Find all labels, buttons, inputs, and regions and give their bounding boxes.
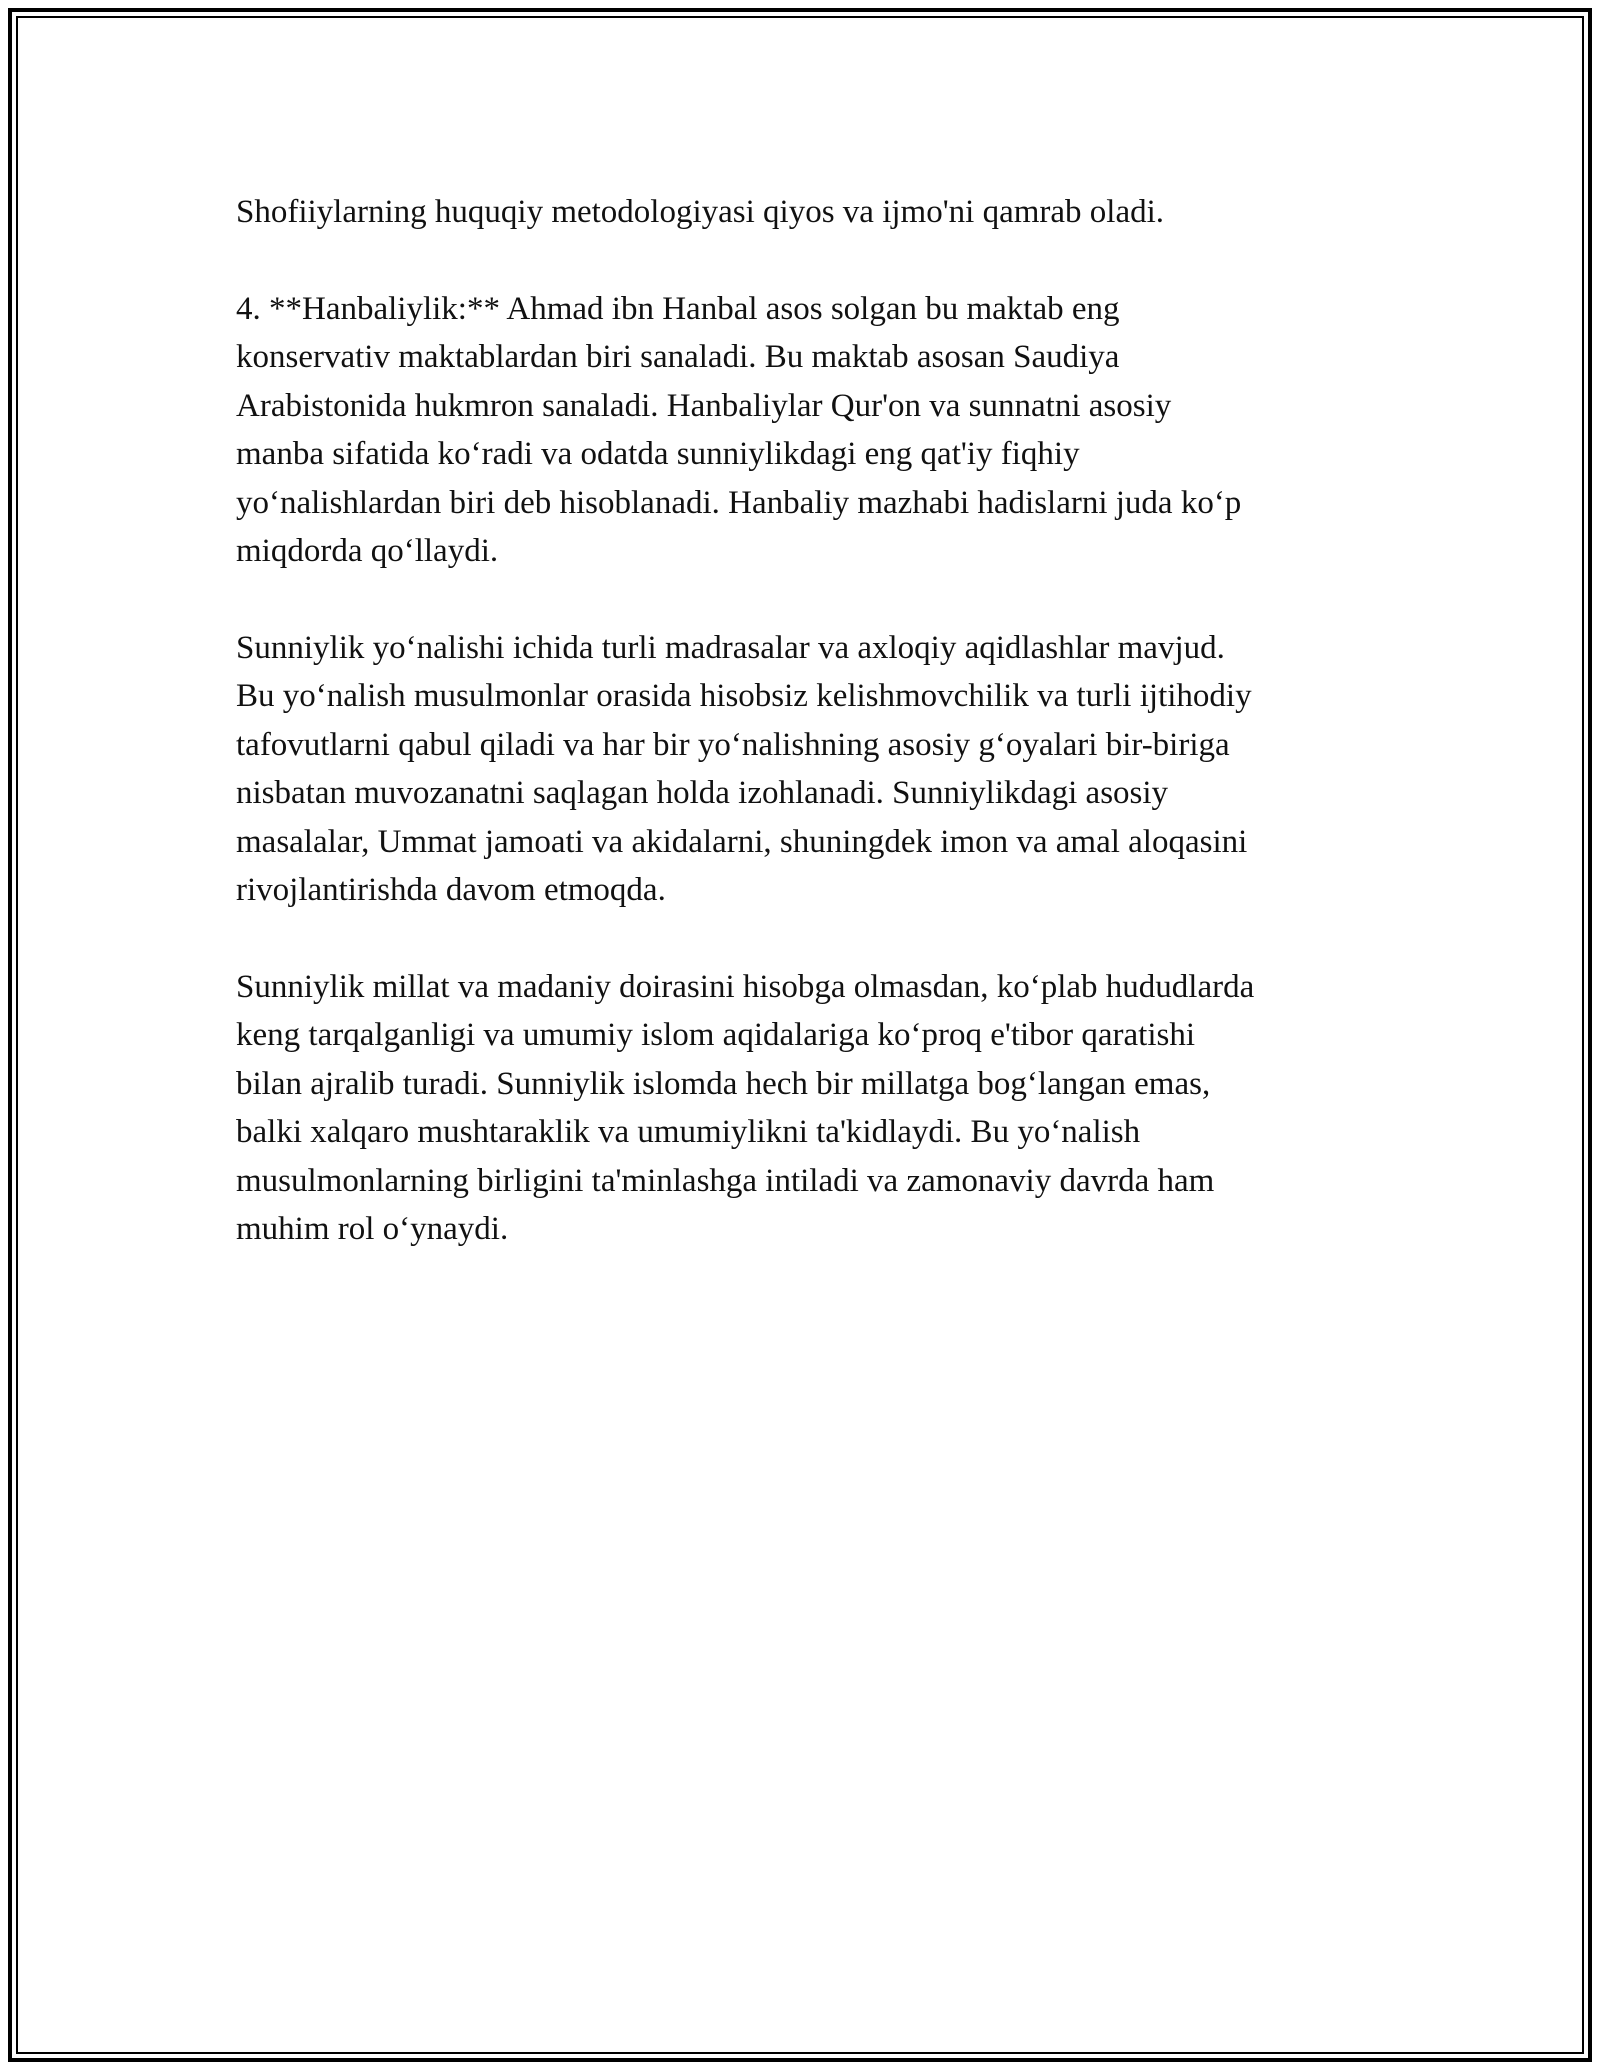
text-line: miqdorda qoʻllaydi. <box>236 533 499 569</box>
text-line: bilan ajralib turadi. Sunniylik islomda hech bir millatga bogʻlangan emas, <box>236 1065 1211 1102</box>
paragraph-hanbaliylik <box>236 285 1384 576</box>
text-line: Shofiiylarning huquqiy metodologiyasi qiyos va ijmo'ni qamrab oladi. <box>236 194 1165 230</box>
text-line: masalalar, Ummat jamoati va akidalarni, shuningdek imon va amal aloqasini <box>236 823 1248 860</box>
text-line: Bu yoʻnalish musulmonlar orasida hisobsiz kelishmovchilik va turli ijtihodiy <box>236 678 1252 714</box>
text-line: rivojlantirishda davom etmoqda. <box>236 872 666 908</box>
text-line: keng tarqalganligi va umumiy islom aqidalariga koʻproq e'tibor qaratishi <box>236 1017 1196 1053</box>
text-line: tafovutlarni qabul qiladi va har bir yoʻnalishning asosiy gʻoyalari bir-biriga <box>236 726 1230 763</box>
text-line: musulmonlarning birligini ta'minlashga intiladi va zamonaviy davrda ham <box>236 1162 1215 1199</box>
text-line: nisbatan muvozanatni saqlagan holda izohlanadi. Sunniylikdagi asosiy <box>236 775 1169 811</box>
paragraph-shofiiy-methodology <box>236 188 1384 237</box>
text-line: 4. **Hanbaliylik:** Ahmad ibn Hanbal asos solgan bu maktab eng <box>236 290 1120 327</box>
text-line: manba sifatida koʻradi va odatda sunniylikdagi eng qat'iy fiqhiy <box>236 436 1080 472</box>
text-line: konservativ maktablardan biri sanaladi. Bu maktab asosan Saudiya <box>236 339 1120 375</box>
text-line: Arabistonida hukmron sanaladi. Hanbaliylar Qur'on va sunnatni asosiy <box>236 387 1172 424</box>
text-line: Sunniylik millat va madaniy doirasini hisobga olmasdan, koʻplab hududlarda <box>236 968 1255 1005</box>
text-line: muhim rol oʻynaydi. <box>236 1211 509 1247</box>
document-body <box>236 188 1384 1302</box>
text-line: Sunniylik yoʻnalishi ichida turli madrasalar va axloqiy aqidlashlar mavjud. <box>236 629 1225 666</box>
text-line: balki xalqaro mushtaraklik va umumiylikni ta'kidlaydi. Bu yoʻnalish <box>236 1114 1141 1150</box>
paragraph-sunniylik-millat <box>236 963 1384 1254</box>
text-line: yoʻnalishlardan biri deb hisoblanadi. Hanbaliy mazhabi hadislarni juda koʻp <box>236 484 1242 521</box>
paragraph-sunniylik-madrasalar <box>236 624 1384 915</box>
